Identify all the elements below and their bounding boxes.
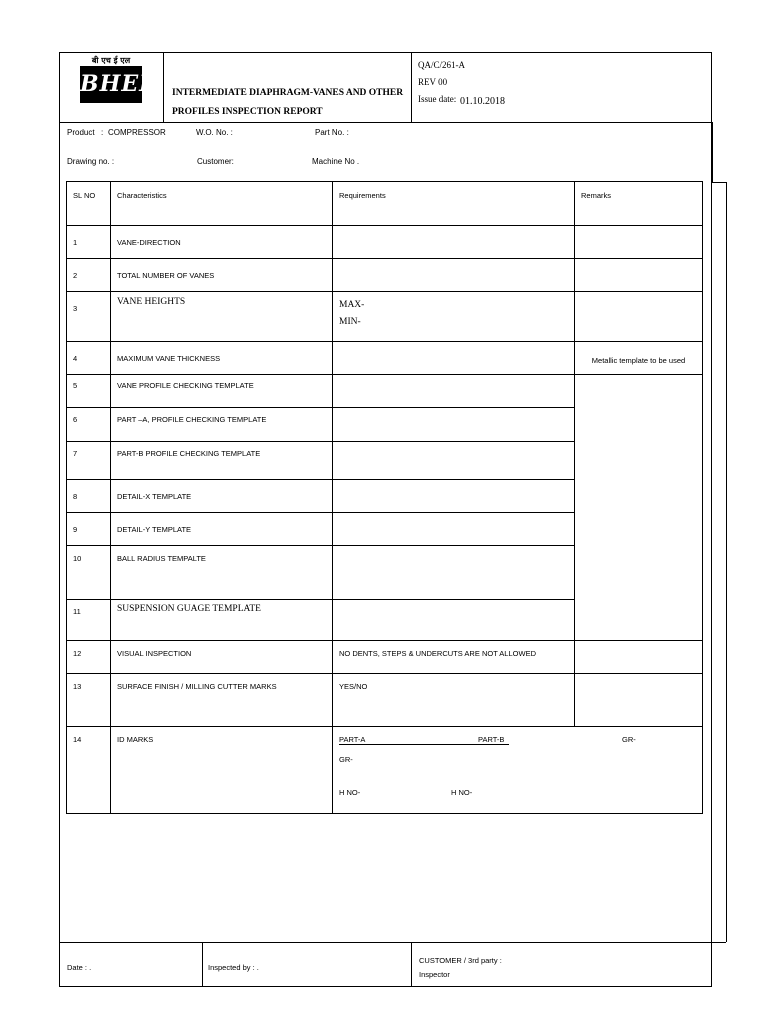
row-requirement[interactable]	[333, 600, 575, 641]
row-characteristic: VANE PROFILE CHECKING TEMPLATE	[117, 381, 254, 390]
row-characteristic: TOTAL NUMBER OF VANES	[117, 271, 215, 280]
row-requirement: YES/NO	[339, 682, 368, 691]
footer-divider-2	[411, 942, 412, 987]
row-remark[interactable]	[575, 226, 703, 259]
revision: REV 00	[418, 77, 448, 87]
row-requirement[interactable]	[333, 226, 575, 259]
merged-remark-cell[interactable]	[575, 355, 703, 641]
inspection-table	[66, 181, 703, 814]
side-tab-step	[712, 182, 726, 183]
row-characteristic: PART –A, PROFILE CHECKING TEMPLATE	[117, 415, 267, 424]
row-requirement[interactable]	[333, 292, 575, 342]
row-characteristic: SUSPENSION GUAGE TEMPLATE	[117, 604, 261, 614]
header-sl-no: SL NO	[73, 191, 96, 200]
header-divider-1	[163, 52, 164, 122]
footer-divider-1	[202, 942, 203, 987]
row-characteristic: ID MARKS	[117, 735, 154, 744]
row-characteristic: PART-B PROFILE CHECKING TEMPLATE	[117, 449, 261, 458]
header-divider-2	[411, 52, 412, 122]
title-line-2: PROFILES INSPECTION REPORT	[172, 107, 323, 117]
gr-label-a: GR-	[339, 755, 353, 764]
inspector-label: Inspector	[419, 970, 450, 979]
side-tab-edge	[712, 122, 713, 182]
row-characteristic: BALL RADIUS TEMPALTE	[117, 554, 206, 563]
logo-text: BHEL	[80, 71, 156, 97]
row-requirement: NO DENTS, STEPS & UNDERCUTS ARE NOT ALLOWED	[339, 649, 536, 658]
part-a-label: PART-A	[339, 735, 366, 744]
customer-party-label: CUSTOMER / 3rd party :	[419, 956, 502, 965]
drawing-number-label: Drawing no. :	[67, 157, 115, 166]
table-row	[67, 292, 703, 342]
row-sl: 4	[73, 354, 78, 363]
report-title	[172, 84, 407, 122]
row-sl: 8	[73, 492, 78, 501]
id-marks-cell[interactable]	[333, 727, 703, 814]
header-characteristics: Characteristics	[117, 191, 167, 200]
table-row	[67, 259, 703, 292]
side-tab-outer	[726, 182, 727, 942]
customer-label: Customer:	[197, 157, 234, 166]
gr-label-b: GR-	[622, 735, 636, 744]
row-remark[interactable]	[575, 259, 703, 292]
row-requirement[interactable]	[333, 259, 575, 292]
row-requirement[interactable]	[333, 375, 575, 408]
header-remarks: Remarks	[581, 191, 612, 200]
row-sl: 11	[73, 607, 81, 616]
row-requirement[interactable]	[333, 513, 575, 546]
h-no-a-label: H NO-	[339, 788, 361, 797]
vane-height-min: MIN-	[339, 317, 361, 327]
row-sl: 14	[73, 735, 82, 744]
row-characteristic: MAXIMUM VANE THICKNESS	[117, 354, 221, 363]
logo-hindi-text: बी एच ई एल	[91, 56, 131, 65]
row-sl: 10	[73, 554, 82, 563]
row-sl: 3	[73, 304, 78, 313]
row-sl: 9	[73, 525, 78, 534]
row-characteristic: DETAIL-X TEMPLATE	[117, 492, 192, 501]
row-characteristic: VANE-DIRECTION	[117, 238, 181, 247]
table-row	[67, 674, 703, 727]
row-sl: 13	[73, 682, 82, 691]
product-label: Product	[67, 128, 95, 137]
h-no-b-label: H NO-	[451, 788, 473, 797]
footer-top-line	[59, 942, 712, 943]
metallic-template-note: Metallic template to be used	[591, 355, 686, 365]
table-row	[67, 226, 703, 259]
row-sl: 1	[73, 238, 78, 247]
row-sl: 6	[73, 415, 78, 424]
title-line-1: INTERMEDIATE DIAPHRAGM-VANES AND OTHER	[172, 88, 404, 98]
row-sl: 7	[73, 449, 78, 458]
table-row	[67, 727, 703, 814]
side-tab-bottom	[712, 942, 726, 943]
row-requirement[interactable]	[333, 442, 575, 480]
wo-number-label: W.O. No. :	[196, 128, 233, 137]
row-sl: 12	[73, 649, 82, 658]
product-value: COMPRESSOR	[108, 128, 166, 137]
doc-number: QA/C/261-A	[418, 60, 465, 70]
vane-height-max: MAX-	[339, 300, 365, 310]
row-remark[interactable]	[575, 674, 703, 727]
row-requirement[interactable]	[333, 480, 575, 513]
row-characteristic: VANE HEIGHTS	[117, 297, 186, 307]
product-sep: :	[101, 128, 104, 137]
row-requirement[interactable]	[333, 342, 575, 375]
date-label: Date : .	[67, 963, 92, 972]
table-row	[67, 375, 703, 408]
row-remark[interactable]	[575, 641, 703, 674]
part-number-label: Part No. :	[315, 128, 349, 137]
bhel-logo	[80, 56, 156, 104]
inspected-by-label: Inspected by : .	[208, 963, 259, 972]
row-sl: 5	[73, 381, 78, 390]
row-characteristic: SURFACE FINISH / MILLING CUTTER MARKS	[117, 682, 277, 691]
row-requirement[interactable]	[333, 546, 575, 600]
row-requirement[interactable]	[333, 408, 575, 442]
row-remark[interactable]	[575, 292, 703, 342]
part-b-label: PART-B	[478, 735, 505, 744]
machine-number-label: Machine No .	[312, 157, 360, 166]
table-header-row	[67, 182, 703, 226]
issue-date-value: 01.10.2018	[460, 96, 505, 107]
table-row	[67, 641, 703, 674]
issue-date-label: Issue date:	[418, 94, 457, 104]
row-sl: 2	[73, 271, 78, 280]
row-characteristic: DETAIL-Y TEMPLATE	[117, 525, 192, 534]
header-bottom-line	[59, 122, 712, 123]
row-characteristic: VISUAL INSPECTION	[117, 649, 192, 658]
header-requirements: Requirements	[339, 191, 386, 200]
